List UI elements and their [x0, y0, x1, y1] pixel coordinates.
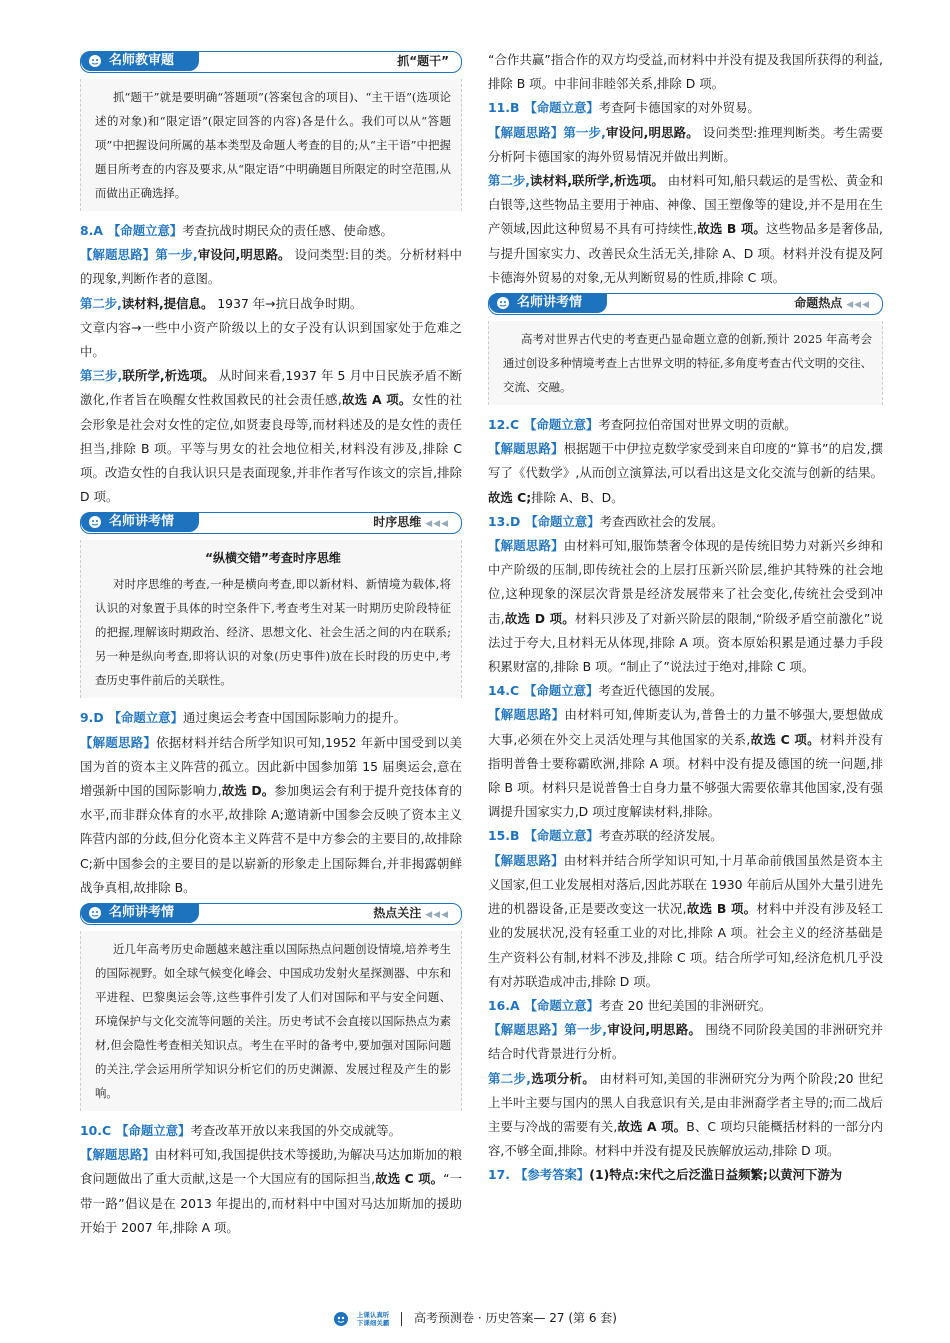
- banner-teacher-review: [80, 51, 462, 73]
- q11-step1: 【解题思路】第一步,审设问,明思路。 设问类型:推理判断类。考生需要分析阿卡德国家的海外贸易情况并做出判断。: [488, 124, 883, 164]
- arrows-icon: ◀◀◀: [425, 519, 449, 530]
- q16-purpose: 16.A 【命题立意】考查 20 世纪美国的非洲研究。: [488, 997, 772, 1013]
- right-column: [488, 48, 883, 1188]
- teacher-mascot-icon: [87, 906, 103, 920]
- q8-step3: 第三步,联所学,析选项。 从时间来看,1937 年 5 月中日民族矛盾不断激化,作者旨在唤醒女性救国救民的社会责任感,故选 A 项。女性的社会形象是社会对女性的定位,如贤妻良母等,而材料述及的是女性的责任担当,排除 B 项。平等与男女的社会地位相关,材料没有涉及,排除 C 项。改造女性的自我认识只是表面现象,并非作者写作该文的宗旨,排除 D 项。: [80, 368, 463, 505]
- q15-analysis: 【解题思路】由材料并结合所学知识可知,十月革命前俄国虽然是资本主义国家,但工业发展相对落后,因此苏联在 1930 年前后从国外大量引进先进的机器设备,正是要改变这一状况,故选 B 项。材料中并没有涉及轻工业的发展状况,没有轻重工业的对比,排除 A 项。社会主义的经济基础是生产资料公有制,材料不涉及,排除 C 项。结合所学可知,经济危机几乎没有对苏联造成冲击,排除 D 项。: [488, 852, 883, 989]
- teacher-mascot-icon: [495, 296, 511, 310]
- footer-slogan: 上课认真听 下课细关霸: [356, 1310, 390, 1327]
- q8-step1: 【解题思路】第一步,审设问,明思路。 设问类型:目的类。分析材料中的现象,判断作者的意图。: [80, 247, 462, 287]
- footer-page-info: 高考预测卷 · 历史答案— 27 (第 6 套): [414, 1311, 617, 1325]
- q8-step2: 第二步,读材料,提信息。 1937 年→抗日战争时期。: [80, 295, 363, 311]
- exam-insight-box-3: [488, 321, 883, 405]
- banner-topic: 命题热点 ◀◀◀: [794, 296, 870, 311]
- left-column: [80, 48, 462, 1240]
- page-footer: [0, 1306, 950, 1330]
- banner-topic: 抓“题干”: [397, 54, 449, 68]
- review-text: 抓“题干”就是要明确“答题项”(答案包含的项目)、“主干语”(选项论述的对象)和“限定语”(限定回答的内容)各是什么。我们可以从“答题项”中把握设问所属的基本类型及命题人考查的目的;从“主干语”中把握题目所考查的内容及要求,从“限定语”中明确题目所限定的时空范围,从而做出正确选择。: [95, 90, 451, 200]
- banner-label: 名师教审题: [81, 51, 199, 71]
- banner-exam-insight-2: 名师讲考情 热点关注 ◀◀◀: [80, 903, 462, 925]
- q11-step2: 第二步,读材料,联所学,析选项。 由材料可知,船只载运的是雪松、黄金和白银等,这些物品主要用于神庙、神像、国王塑像等的建设,并不是用在生产领域,因此这种贸易不具有可持续性,故选 B 项。这些物品多是奢侈品,与提升国家实力、改善民众生活无关,排除 A、D 项。材料并没有提及阿卡德海外贸易的对象,无从判断贸易的性质,排除 C 项。: [488, 173, 883, 285]
- q10-purpose: 10.C 【命题立意】考查改革开放以来我国的外交成就等。: [80, 1123, 402, 1139]
- q13-purpose: 13.D 【命题立意】考查西欧社会的发展。: [488, 513, 724, 529]
- q8-purpose: 8.A 【命题立意】考查抗战时期民众的责任感、使命感。: [80, 223, 393, 238]
- teacher-review-box: [80, 79, 462, 211]
- q13-analysis: 【解题思路】由材料可知,服饰禁奢令体现的是传统旧势力对新兴乡绅和中产阶级的压制,即传统社会的上层打压新兴阶层,维护其特殊的社会地位,这种现象的深层次背景是经济发展带来了社会变化,传统社会受到冲击,故选 D 项。材料只涉及了对新兴阶层的限制,“阶级矛盾空前激化”说法过于夸大,且材料无从体现,排除 A 项。资本原始积累是通过暴力手段积累财富的,排除 B 项。“制止了”说法过于绝对,排除 C 项。: [488, 538, 883, 675]
- q16-step2: 第二步,选项分析。 由材料可知,美国的非洲研究分为两个阶段;20 世纪上半叶主要与国内的黑人自我意识有关,是由非洲裔学者主导的;而二战后主要与冷战的需要有关,故选 A 项。B、C 项均只能概括材料的一部分内容,不够全面,排除。材料中并没有提及民族解放运动,排除 D 项。: [488, 1070, 883, 1159]
- q11-purpose: 11.B 【命题立意】考查阿卡德国家的对外贸易。: [488, 100, 760, 116]
- teacher-mascot-icon: [87, 515, 103, 529]
- q15-purpose: 15.B 【命题立意】考查苏联的经济发展。: [488, 828, 723, 844]
- q16-step1: 【解题思路】第一步,审设问,明思路。 围绕不同阶段美国的非洲研究并结合时代背景进行分析。: [488, 1022, 883, 1062]
- q12-purpose: 12.C 【命题立意】考查阿拉伯帝国对世界文明的贡献。: [488, 417, 797, 433]
- publisher-logo-icon: [333, 1311, 349, 1327]
- q9-analysis: 【解题思路】依据材料并结合所学知识可知,1952 年新中国受到以美国为首的资本主义阵营的孤立。因此新中国参加第 15 届奥运会,意在增强新中国的国际影响力,故选 D。参加奥运会有利于提升竞技体育的水平,而非群众体育的水平,故排除 A;邀请新中国参会反映了资本主义阵营内部的分歧,但分化资本主义阵营不是中方参会的主要目的,故排除 C;新中国参会的主要目的是以崭新的形象走上国际舞台,并非揭露朝鲜战争真相,故排除 B。: [80, 734, 463, 895]
- q17-answer: 17. 【参考答案】(1)特点:宋代之后泛滥日益频繁;以黄河下游为: [488, 1167, 843, 1183]
- q14-analysis: 【解题思路】由材料可知,俾斯麦认为,普鲁士的力量不够强大,要想做成大事,必须在外交上灵活处理与其他国家的关系,故选 C 项。材料并没有指明普鲁士要称霸欧洲,排除 A 项。材料中没有提及德国的统一问题,排除 B 项。材料只是说普鲁士自身力量不够强大需要依靠其他国家,没有强调提升国家实力,D 项过度解读材料,排除。: [488, 707, 883, 820]
- exam-insight-box-2: [80, 931, 462, 1111]
- banner-exam-insight-3: 名师讲考情 命题热点 ◀◀◀: [488, 293, 883, 315]
- banner-exam-insight-1: 名师讲考情 时序思维 ◀◀◀: [80, 512, 462, 534]
- box-title: “纵横交错”考查时序思维: [205, 551, 341, 566]
- arrows-icon: ◀◀◀: [425, 910, 449, 921]
- arrows-icon: ◀◀◀: [846, 300, 870, 311]
- teacher-mascot-icon: [87, 54, 103, 68]
- footer-divider: [401, 1312, 402, 1326]
- exam-insight-box-1: [80, 540, 462, 698]
- q14-purpose: 14.C 【命题立意】考查近代德国的发展。: [488, 683, 723, 699]
- banner-topic: 时序思维 ◀◀◀: [373, 515, 449, 530]
- q10-continued: “合作共赢”指合作的双方均受益,而材料中并没有提及我国所获得的利益,排除 B 项。中非间非睦邻关系,排除 D 项。: [488, 52, 883, 92]
- q12-analysis: 【解题思路】根据题干中伊拉克数学家受到来自印度的“算书”的启发,撰写了《代数学》,从而创立演算法,可以看出这是文化交流与创新的结果。故选 C;排除 A、B、D。: [488, 441, 883, 505]
- box-text: 对时序思维的考查,一种是横向考查,即以新材料、新情境为载体,将认识的对象置于具体的时空条件下,考查考生对某一时期历史阶段特征的把握,理解该时期政治、经济、思想文化、社会生活之间的内在联系;另一种是纵向考查,即将认识的对象(历史事件)放在长时段的历史中,考查历史事件前后的关联性。: [95, 577, 451, 688]
- box-text: 高考对世界古代史的考查更凸显命题立意的创新,预计 2025 年高考会通过创设多种情境考查上古世界文明的特征,多角度考查古代文明的交往、交流、交融。: [503, 332, 872, 395]
- q10-analysis: 【解题思路】由材料可知,我国提供技术等援助,为解决马达加斯加的粮食问题做出了重大贡献,这是一个大国应有的国际担当,故选 C 项。“一带一路”倡议是在 2013 年提出的,而材料中中国对马达加斯加的援助开始于 2007 年,排除 A 项。: [80, 1147, 462, 1235]
- q9-purpose: 9.D 【命题立意】通过奥运会考查中国国际影响力的提升。: [80, 710, 406, 726]
- banner-topic: 热点关注 ◀◀◀: [373, 906, 449, 921]
- q8-content: 文章内容→一些中小资产阶级以上的女子没有认识到国家处于危难之中。: [80, 319, 462, 360]
- box-text: 近几年高考历史命题越来越注重以国际热点问题创设情境,培养考生的国际视野。如全球气候变化峰会、中国成功发射火星探测器、中东和平进程、巴黎奥运会等,这些事件引发了人们对国际和平与安全问题、环境保护与文化交流等问题的关注。历史考试不会直接以国际热点为素材,但会隐性考查相关知识点。考生在平时的备考中,要加强对国际问题的关注,学会运用所学知识分析它们的历史渊源、发展过程及产生的影响。: [95, 942, 451, 1101]
